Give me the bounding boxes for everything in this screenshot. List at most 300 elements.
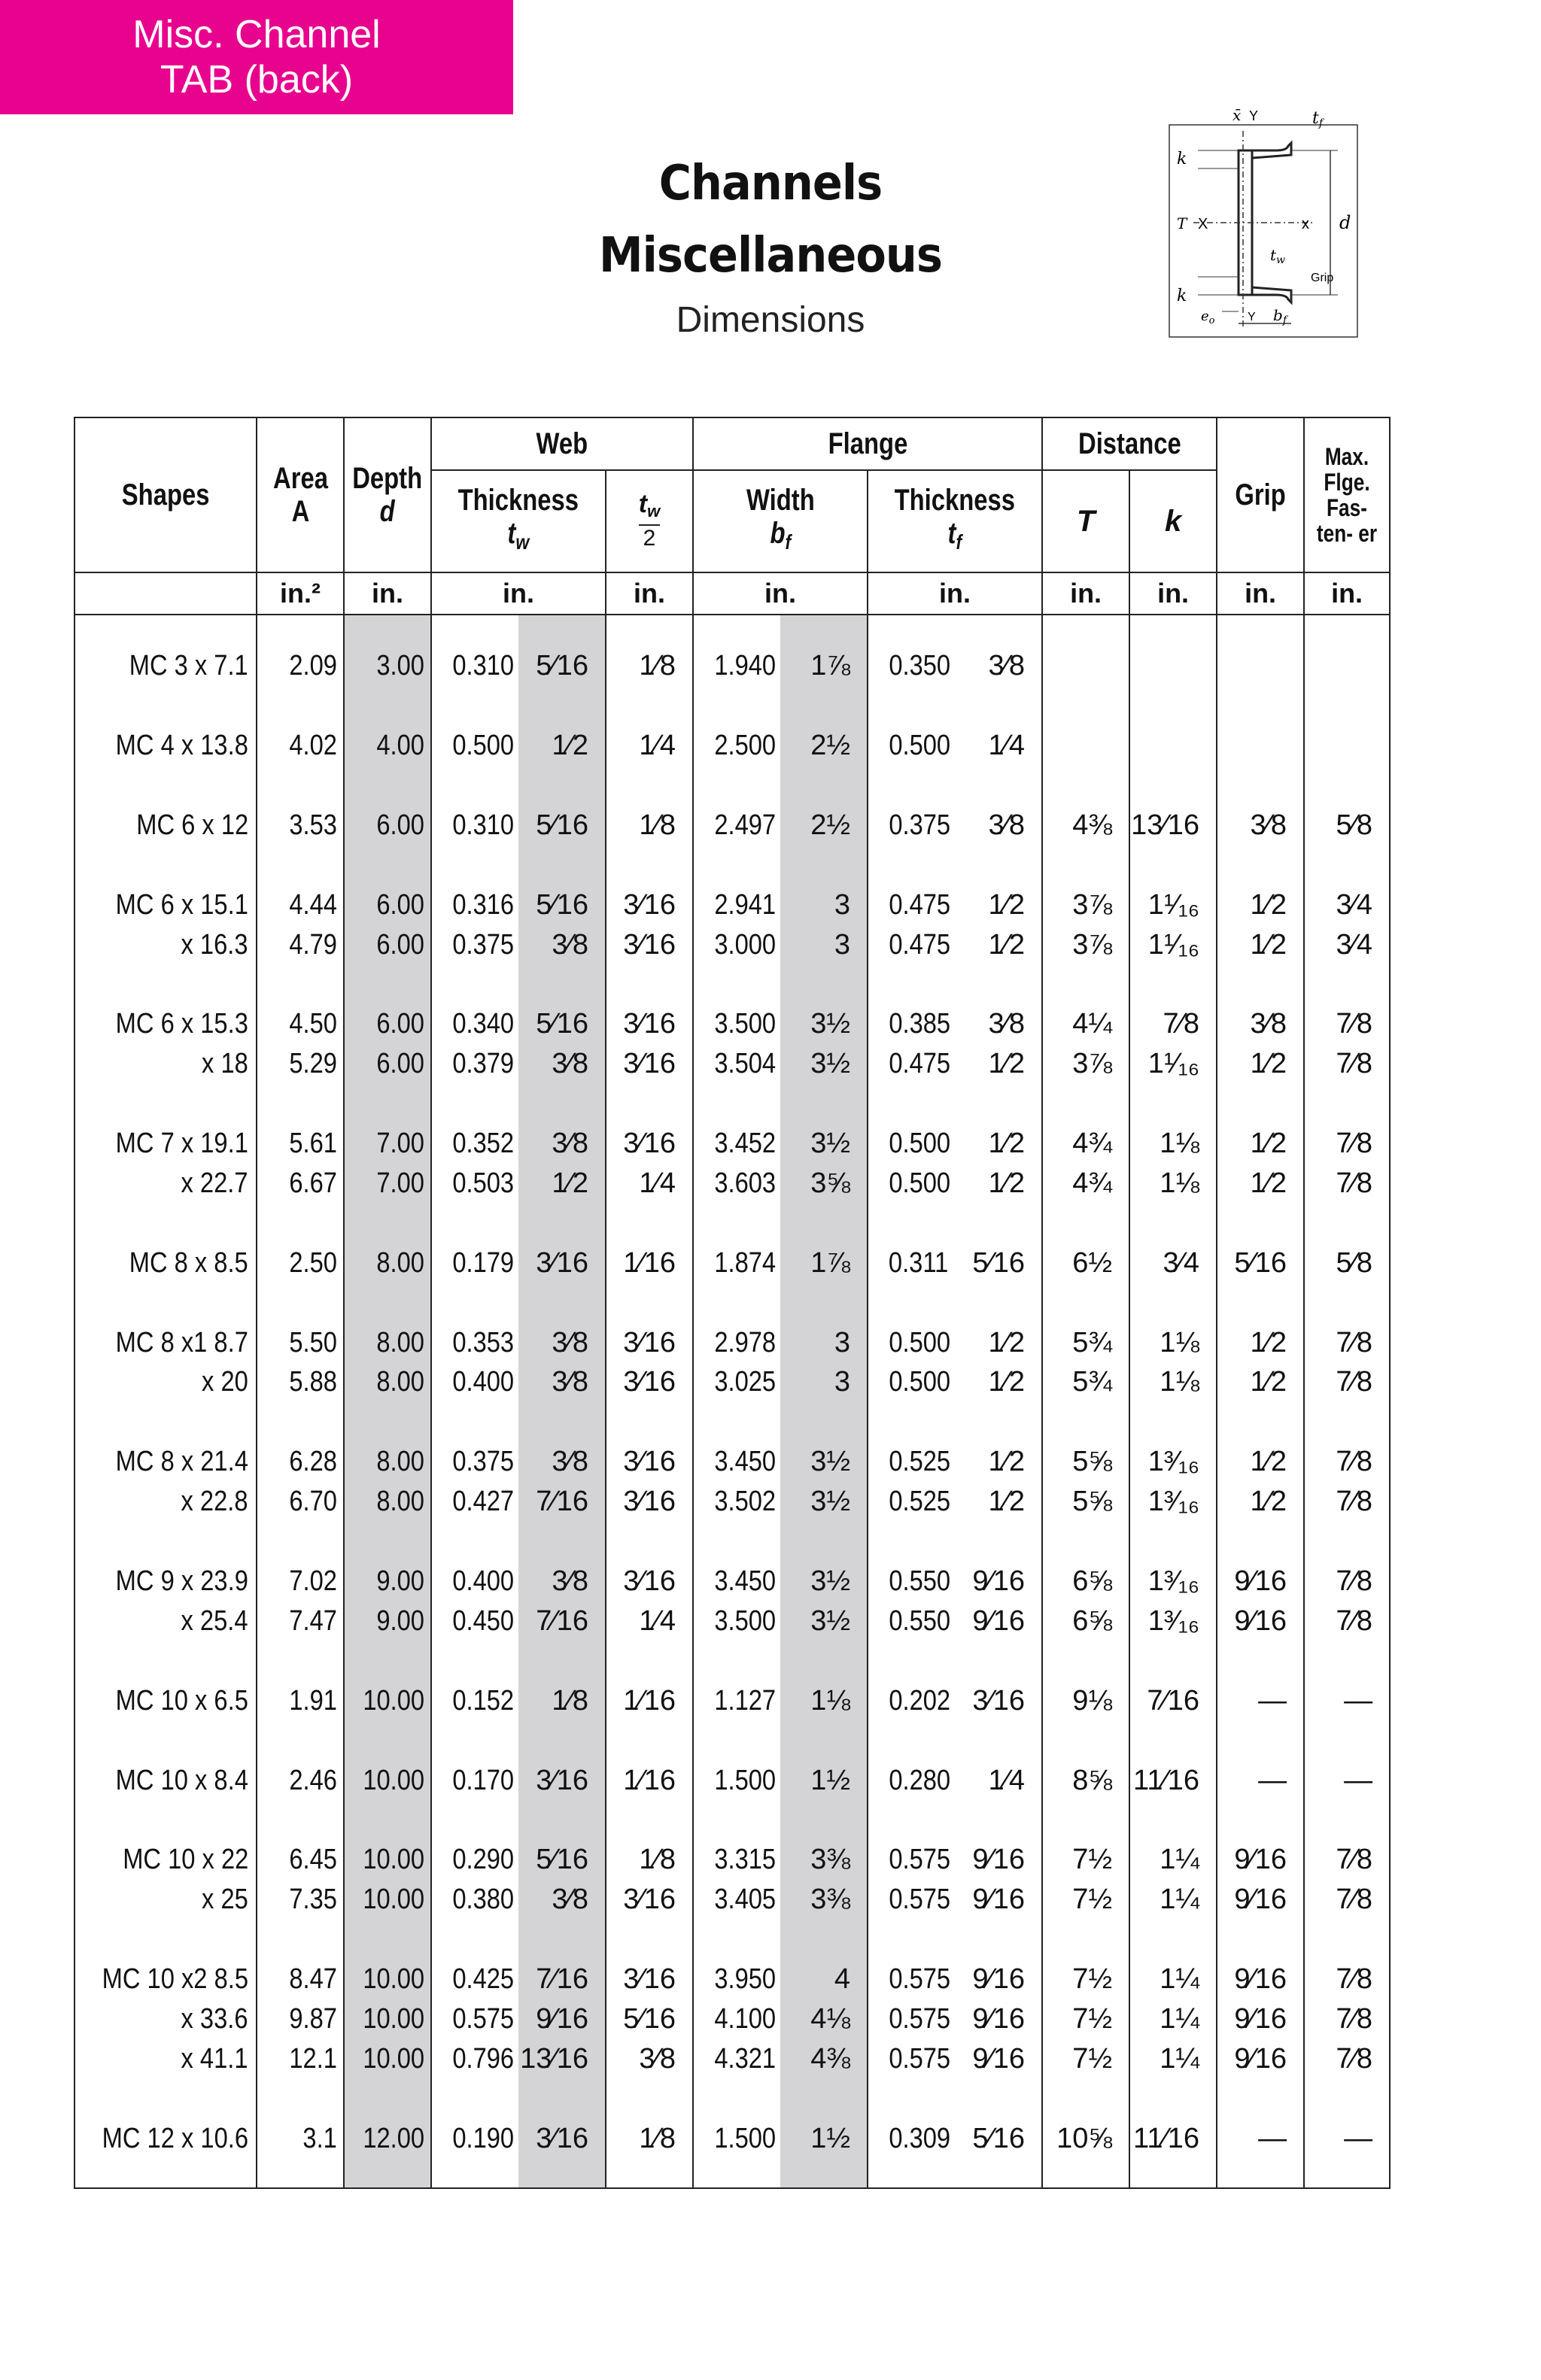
- spacer-cell: [693, 1920, 780, 1960]
- spacer-cell: [257, 964, 344, 1004]
- spacer-cell: [955, 1800, 1042, 1840]
- cell-grip-value: 5⁄16: [1234, 1246, 1287, 1279]
- cell-tw2-value: 3⁄16: [623, 1128, 676, 1160]
- cell-shape: [74, 726, 257, 766]
- cell-A-value: 7.47: [289, 1604, 337, 1637]
- cell-d-value: 8.00: [376, 1446, 424, 1478]
- cell-tw_f-value: 5⁄16: [536, 809, 588, 841]
- cell-bf: [693, 726, 780, 766]
- cell-A-value: 5.29: [289, 1048, 337, 1080]
- diagram-label-y-top: Y: [1249, 108, 1259, 123]
- spacer-cell: [344, 2158, 431, 2188]
- cell-fast: [1304, 1562, 1390, 1601]
- cell-tf-value: 0.311: [888, 1246, 949, 1279]
- cell-fast-value: 7⁄8: [1336, 1048, 1373, 1080]
- spacer-cell: [1042, 1641, 1129, 1680]
- cell-bf-value: 2.500: [714, 729, 777, 761]
- cell-d-value: 10.00: [363, 1764, 424, 1796]
- cell-bf: [693, 1482, 780, 1522]
- cell-d-value: 8.00: [376, 1246, 424, 1279]
- cell-fast-value: 7⁄8: [1336, 1963, 1373, 1996]
- spacer-cell: [257, 1283, 344, 1322]
- cell-fast: [1304, 726, 1390, 766]
- cell-tw2: [606, 1840, 693, 1880]
- spacer-cell: [1042, 1522, 1129, 1562]
- diagram-label-tw: $t_w$: [1270, 246, 1286, 266]
- unit-grip: in.: [1217, 572, 1304, 615]
- cell-tw: [431, 1601, 518, 1641]
- cell-tw2: [606, 805, 693, 845]
- cell-d-value: 8.00: [376, 1486, 424, 1518]
- diagram-label-bf: $b_f$: [1273, 306, 1287, 326]
- cell-tw2: [606, 2118, 693, 2158]
- cell-fast-value: —: [1344, 2122, 1373, 2154]
- table-row: [74, 1880, 1390, 1920]
- spacer-row: [74, 1283, 1390, 1322]
- cell-tw_f-value: 3⁄16: [536, 2122, 588, 2154]
- spacer-cell: [1304, 964, 1390, 1004]
- cell-d: [344, 1840, 431, 1880]
- spacer-cell: [257, 1402, 344, 1442]
- spacer-cell: [1304, 1800, 1390, 1840]
- spacer-cell: [780, 1920, 868, 1960]
- cell-k-value: 1³⁄₁₆: [1147, 1565, 1200, 1597]
- spacer-cell: [257, 765, 344, 805]
- cell-tw2-value: 3⁄16: [623, 928, 676, 961]
- cell-fast-value: 3⁄4: [1336, 888, 1373, 921]
- cell-d-value: 3.00: [376, 650, 424, 682]
- spacer-row: [74, 1402, 1390, 1442]
- cell-shape: [74, 2038, 257, 2078]
- cell-grip: [1217, 885, 1304, 924]
- cell-tw_f-value: 7⁄16: [536, 1963, 588, 1996]
- cell-d: [344, 2038, 431, 2078]
- cell-tw2-value: 1⁄8: [639, 809, 676, 841]
- channel-section-diagram: [1144, 105, 1384, 346]
- spacer-cell: [955, 1402, 1042, 1442]
- table-row: [74, 1322, 1390, 1362]
- cell-fast: [1304, 1442, 1390, 1482]
- spacer-cell: [1042, 2078, 1129, 2118]
- cell-A-value: 6.28: [289, 1446, 337, 1478]
- spacer-row: [74, 1641, 1390, 1680]
- cell-fast-value: 7⁄8: [1336, 1604, 1373, 1637]
- cell-k: [1129, 1004, 1217, 1044]
- cell-bf_f: [780, 1004, 868, 1044]
- cell-tf: [868, 2038, 955, 2078]
- cell-fast: [1304, 2118, 1390, 2158]
- cell-bf_f: [780, 1880, 868, 1920]
- cell-k-value: 1¼: [1160, 1963, 1200, 1996]
- cell-d-value: 10.00: [363, 2042, 424, 2075]
- cell-d: [344, 1482, 431, 1522]
- cell-fast-value: 7⁄8: [1336, 1844, 1373, 1876]
- cell-tf_f-value: 9⁄16: [972, 1844, 1026, 1876]
- spacer-cell: [780, 1084, 868, 1124]
- cell-A: [257, 805, 344, 845]
- cell-A: [257, 1960, 344, 1999]
- cell-tw_f-value: 13⁄16: [520, 2042, 588, 2075]
- cell-T-value: 5⅝: [1072, 1446, 1113, 1478]
- cell-tf: [868, 924, 955, 964]
- cell-fast: [1304, 1880, 1390, 1920]
- cell-bf: [693, 1044, 780, 1084]
- cell-A: [257, 1004, 344, 1044]
- cell-bf: [693, 1322, 780, 1362]
- spacer-cell: [1129, 1084, 1217, 1124]
- cell-bf_f: [780, 1960, 868, 1999]
- cell-tw_f: [518, 1760, 606, 1800]
- spacer-cell: [74, 615, 257, 646]
- cell-shape-value: MC 8 x1 8.7: [115, 1326, 248, 1358]
- cell-shape: [74, 1680, 257, 1720]
- spacer-cell: [693, 765, 780, 805]
- cell-tf-value: 0.475: [889, 888, 951, 921]
- cell-d: [344, 1243, 431, 1283]
- spacer-cell: [1217, 1920, 1304, 1960]
- diagram-label-T: T: [1177, 214, 1187, 232]
- cell-tw-value: 0.340: [452, 1008, 515, 1040]
- cell-k: [1129, 1840, 1217, 1880]
- cell-shape-value: x 22.8: [181, 1486, 248, 1518]
- cell-tf_f: [955, 2038, 1042, 2078]
- cell-tf_f-value: 9⁄16: [972, 1565, 1026, 1597]
- spacer-row: [74, 765, 1390, 805]
- col-shapes: Shapes: [74, 417, 257, 572]
- cell-bf: [693, 646, 780, 686]
- cell-shape: [74, 1044, 257, 1084]
- cell-bf-value: 2.978: [714, 1326, 777, 1358]
- spacer-cell: [344, 845, 431, 885]
- cell-T: [1042, 1004, 1129, 1044]
- cell-grip: [1217, 1442, 1304, 1482]
- cell-fast: [1304, 1999, 1390, 2039]
- diagram-label-grip: Grip: [1311, 272, 1334, 284]
- table-row: [74, 885, 1390, 924]
- cell-k-value: 1³⁄₁₆: [1147, 1604, 1200, 1637]
- cell-A: [257, 1601, 344, 1641]
- spacer-cell: [955, 1720, 1042, 1760]
- spacer-cell: [257, 1920, 344, 1960]
- cell-T: [1042, 1960, 1129, 1999]
- cell-k: [1129, 1243, 1217, 1283]
- cell-tf_f-value: 1⁄2: [988, 928, 1026, 961]
- spacer-cell: [955, 1203, 1042, 1243]
- spacer-cell: [1217, 686, 1304, 726]
- spacer-cell: [344, 1920, 431, 1960]
- cell-tw-value: 0.796: [452, 2042, 515, 2075]
- cell-k-value: 1⅛: [1160, 1128, 1200, 1160]
- cell-T-value: 6⅝: [1072, 1565, 1113, 1597]
- cell-tw_f: [518, 726, 606, 766]
- spacer-cell: [693, 1402, 780, 1442]
- cell-tf-value: 0.550: [889, 1604, 951, 1637]
- cell-T-value: 9⅛: [1072, 1684, 1113, 1717]
- cell-bf_f: [780, 1163, 868, 1203]
- cell-tw_f-value: 3⁄8: [552, 1565, 588, 1597]
- cell-tf: [868, 1760, 955, 1800]
- cell-tw-value: 0.503: [452, 1167, 515, 1199]
- cell-tf_f: [955, 1362, 1042, 1402]
- spacer-row: [74, 1522, 1390, 1562]
- cell-tw2-value: 3⁄16: [623, 1884, 676, 1916]
- spacer-cell: [74, 765, 257, 805]
- cell-tf: [868, 1880, 955, 1920]
- spacer-cell: [257, 615, 344, 646]
- cell-bf: [693, 885, 780, 924]
- diagram-label-xbar: x̄: [1232, 106, 1242, 124]
- cell-bf_f: [780, 2038, 868, 2078]
- cell-k: [1129, 726, 1217, 766]
- cell-bf-value: 3.405: [714, 1884, 777, 1916]
- cell-tf_f-value: 1⁄2: [988, 1048, 1026, 1080]
- cell-fast-value: 7⁄8: [1336, 1128, 1373, 1160]
- cell-fast-value: —: [1344, 1684, 1373, 1717]
- spacer-cell: [868, 765, 955, 805]
- cell-tf-value: 0.202: [889, 1684, 951, 1717]
- cell-A: [257, 1880, 344, 1920]
- cell-bf_f: [780, 1442, 868, 1482]
- spacer-cell: [955, 964, 1042, 1004]
- cell-tf-value: 0.385: [889, 1008, 951, 1040]
- cell-tf: [868, 1044, 955, 1084]
- cell-tw2: [606, 1362, 693, 1402]
- cell-grip: [1217, 1163, 1304, 1203]
- cell-bf_f-value: 1½: [810, 1764, 851, 1796]
- spacer-cell: [1129, 2078, 1217, 2118]
- cell-tw2: [606, 1601, 693, 1641]
- cell-shape: [74, 805, 257, 845]
- cell-tw-value: 0.310: [452, 809, 515, 841]
- cell-tw: [431, 1760, 518, 1800]
- spacer-cell: [344, 1641, 431, 1680]
- cell-k-value: 1¹⁄₁₆: [1147, 888, 1200, 921]
- spacer-cell: [1129, 1800, 1217, 1840]
- cell-tw_f: [518, 1840, 606, 1880]
- cell-tw-value: 0.450: [452, 1604, 515, 1637]
- spacer-cell: [518, 1203, 606, 1243]
- cell-grip-value: 9⁄16: [1234, 1884, 1287, 1916]
- spacer-cell: [693, 845, 780, 885]
- cell-k-value: 1¼: [1160, 2042, 1200, 2075]
- cell-fast: [1304, 1680, 1390, 1720]
- cell-fast-value: 7⁄8: [1336, 1008, 1373, 1040]
- cell-tw-value: 0.425: [452, 1963, 515, 1996]
- cell-T-value: 5¾: [1072, 1326, 1113, 1358]
- cell-d: [344, 2118, 431, 2158]
- cell-shape-value: x 18: [202, 1048, 248, 1080]
- cell-bf-value: 4.100: [714, 2002, 777, 2035]
- table-row: [74, 1442, 1390, 1482]
- spacer-row: [74, 1720, 1390, 1760]
- cell-tw-value: 0.500: [452, 729, 515, 761]
- cell-tf_f-value: 1⁄4: [988, 1764, 1026, 1796]
- spacer-row: [74, 1203, 1390, 1243]
- spacer-cell: [868, 845, 955, 885]
- cell-bf_f-value: 3½: [810, 1048, 851, 1080]
- cell-tw-value: 0.400: [452, 1366, 515, 1398]
- spacer-cell: [693, 1203, 780, 1243]
- spacer-cell: [431, 1522, 518, 1562]
- cell-tw_f: [518, 805, 606, 845]
- cell-d: [344, 805, 431, 845]
- spacer-cell: [1304, 1283, 1390, 1322]
- cell-bf-value: 3.450: [714, 1565, 777, 1597]
- spacer-cell: [431, 2078, 518, 2118]
- cell-tw2-value: 1⁄4: [639, 1167, 676, 1199]
- spacer-cell: [868, 1720, 955, 1760]
- cell-d-value: 10.00: [363, 2002, 424, 2035]
- spacer-cell: [868, 686, 955, 726]
- page-title: Channels: [658, 156, 883, 211]
- cell-tf_f-value: 1⁄2: [988, 1326, 1026, 1358]
- spacer-cell: [1042, 1920, 1129, 1960]
- cell-fast-value: 7⁄8: [1336, 2002, 1373, 2035]
- cell-bf: [693, 2118, 780, 2158]
- cell-grip-value: 9⁄16: [1234, 2042, 1287, 2075]
- cell-bf_f: [780, 2118, 868, 2158]
- spacer-cell: [780, 1641, 868, 1680]
- cell-k: [1129, 1442, 1217, 1482]
- section-tab: [0, 0, 513, 114]
- cell-d: [344, 1601, 431, 1641]
- spacer-cell: [518, 686, 606, 726]
- cell-d-value: 7.00: [376, 1167, 424, 1199]
- cell-tw_f: [518, 1322, 606, 1362]
- spacer-cell: [74, 686, 257, 726]
- cell-tf-value: 0.375: [889, 809, 951, 841]
- spacer-cell: [780, 2158, 868, 2188]
- cell-shape-value: x 33.6: [181, 2002, 248, 2035]
- cell-grip-value: 1⁄2: [1250, 1128, 1287, 1160]
- cell-bf: [693, 805, 780, 845]
- cell-tf-value: 0.525: [889, 1446, 951, 1478]
- spacer-cell: [606, 1720, 693, 1760]
- cell-k: [1129, 1362, 1217, 1402]
- spacer-cell: [955, 1084, 1042, 1124]
- cell-tw-value: 0.310: [452, 650, 515, 682]
- cell-shape-value: MC 10 x 6.5: [115, 1684, 248, 1717]
- cell-tw2-value: 1⁄8: [639, 2122, 676, 2154]
- spacer-cell: [1129, 1203, 1217, 1243]
- cell-T-value: 3⅞: [1072, 1048, 1113, 1080]
- spacer-row: [74, 2078, 1390, 2118]
- cell-tf-value: 0.575: [889, 2002, 951, 2035]
- spacer-cell: [344, 1522, 431, 1562]
- cell-d: [344, 1999, 431, 2039]
- spacer-cell: [74, 964, 257, 1004]
- spacer-cell: [955, 2158, 1042, 2188]
- table-row: [74, 1960, 1390, 1999]
- spacer-row: [74, 615, 1390, 646]
- cell-tw-value: 0.290: [452, 1844, 515, 1876]
- cell-fast: [1304, 1243, 1390, 1283]
- spacer-cell: [431, 2158, 518, 2188]
- spacer-cell: [780, 765, 868, 805]
- section-tab-line2: TAB (back): [160, 58, 354, 102]
- cell-T-value: 10⅝: [1056, 2122, 1113, 2154]
- cell-k: [1129, 1880, 1217, 1920]
- cell-tf_f: [955, 1442, 1042, 1482]
- spacer-cell: [1042, 1084, 1129, 1124]
- spacer-cell: [1042, 1283, 1129, 1322]
- cell-A-value: 6.45: [289, 1844, 337, 1876]
- cell-tw2: [606, 1322, 693, 1362]
- spacer-cell: [1129, 1402, 1217, 1442]
- cell-tw-value: 0.152: [452, 1684, 515, 1717]
- cell-tf_f: [955, 805, 1042, 845]
- cell-bf-value: 3.450: [714, 1446, 777, 1478]
- cell-tf_f: [955, 1243, 1042, 1283]
- spacer-cell: [868, 1283, 955, 1322]
- spacer-cell: [780, 686, 868, 726]
- cell-fast-value: 3⁄4: [1336, 928, 1373, 961]
- cell-tw-value: 0.375: [452, 1446, 515, 1478]
- cell-tf: [868, 1362, 955, 1402]
- spacer-cell: [1129, 964, 1217, 1004]
- spacer-cell: [431, 1720, 518, 1760]
- spacer-cell: [868, 1920, 955, 1960]
- cell-tw: [431, 1322, 518, 1362]
- cell-tw2-value: 3⁄16: [623, 1326, 676, 1358]
- cell-tf: [868, 1163, 955, 1203]
- cell-k: [1129, 1601, 1217, 1641]
- spacer-cell: [780, 1720, 868, 1760]
- cell-bf-value: 1.500: [714, 1764, 777, 1796]
- spacer-cell: [780, 964, 868, 1004]
- cell-tf: [868, 1124, 955, 1164]
- cell-tw2-value: 3⁄16: [623, 1366, 676, 1398]
- cell-tw_f: [518, 885, 606, 924]
- group-flange: Flange: [693, 417, 1042, 470]
- cell-tf-value: 0.525: [889, 1486, 951, 1518]
- spacer-row: [74, 686, 1390, 726]
- cell-bf_f: [780, 1322, 868, 1362]
- spacer-cell: [1217, 1203, 1304, 1243]
- cell-bf_f: [780, 885, 868, 924]
- cell-tw: [431, 805, 518, 845]
- cell-tf_f: [955, 1163, 1042, 1203]
- cell-d: [344, 924, 431, 964]
- cell-bf_f: [780, 1601, 868, 1641]
- cell-shape: [74, 1880, 257, 1920]
- spacer-cell: [431, 1800, 518, 1840]
- cell-tw2: [606, 1124, 693, 1164]
- spacer-cell: [344, 1203, 431, 1243]
- cell-shape: [74, 1601, 257, 1641]
- cell-bf-value: 3.000: [714, 928, 777, 961]
- cell-grip: [1217, 924, 1304, 964]
- unit-T: in.: [1042, 572, 1129, 615]
- table-row: [74, 2038, 1390, 2078]
- cell-shape: [74, 1243, 257, 1283]
- cell-k: [1129, 1999, 1217, 2039]
- cell-tf_f-value: 3⁄8: [988, 1008, 1026, 1040]
- cell-bf_f-value: 3½: [810, 1446, 851, 1478]
- cell-bf-value: 3.504: [714, 1048, 777, 1080]
- cell-tf_f-value: 3⁄8: [988, 809, 1026, 841]
- cell-tw: [431, 2118, 518, 2158]
- spacer-cell: [606, 1283, 693, 1322]
- cell-k: [1129, 1482, 1217, 1522]
- cell-grip: [1217, 1601, 1304, 1641]
- cell-tf_f-value: 5⁄16: [972, 2122, 1026, 2154]
- cell-T-value: 7½: [1072, 1963, 1113, 1996]
- cell-d: [344, 1760, 431, 1800]
- unit-depth: in.: [344, 572, 431, 615]
- cell-T-value: 6⅝: [1072, 1604, 1113, 1637]
- cell-bf-value: 3.452: [714, 1128, 777, 1160]
